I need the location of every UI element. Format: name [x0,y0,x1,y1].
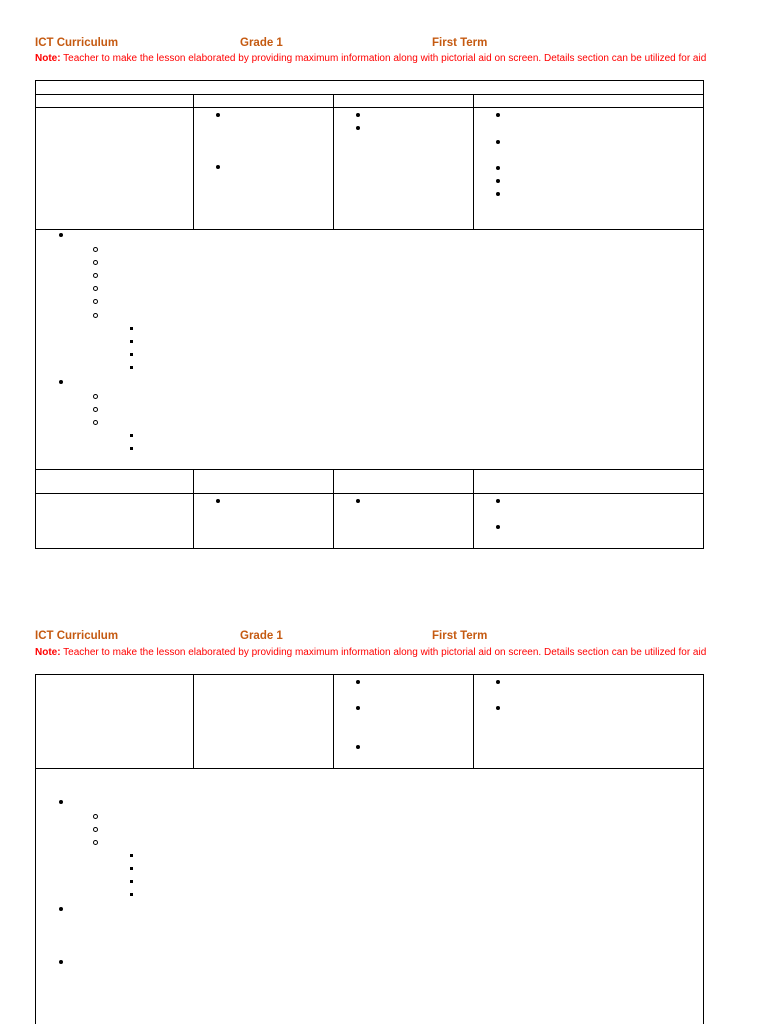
bullet [496,680,500,684]
bullet [216,113,220,117]
bullet [496,525,500,529]
table-rule [35,768,704,769]
column-divider [473,674,474,769]
bullet [59,800,63,804]
bullet [216,165,220,169]
bullet [59,907,63,911]
sub-sub-bullet [130,854,133,857]
sub-bullet [93,286,98,291]
table-border-right [703,674,704,1024]
sub-sub-bullet [130,353,133,356]
table-rule [35,229,704,230]
note-label: Note: [35,647,61,658]
bullet [356,126,360,130]
table-border-bottom [35,548,704,549]
table-rule [35,469,704,470]
sub-bullet [93,394,98,399]
bullet [496,166,500,170]
note-text: Teacher to make the lesson elaborated by providing maximum information along with pictorial aid on screen. Details section can be utilized for aid [60,53,707,64]
bullet [59,233,63,237]
bullet [496,140,500,144]
bullet [356,680,360,684]
sub-bullet [93,814,98,819]
sub-bullet [93,313,98,318]
sub-sub-bullet [130,327,133,330]
bullet [496,499,500,503]
column-divider [193,674,194,769]
sub-sub-bullet [130,880,133,883]
teacher-note [35,53,725,65]
column-divider [473,94,474,230]
sub-sub-bullet [130,340,133,343]
sub-bullet [93,260,98,265]
sub-bullet [93,273,98,278]
column-divider [333,469,334,549]
note-text: Teacher to make the lesson elaborated by providing maximum information along with pictorial aid on screen. Details section can be utilized for aid [60,647,707,658]
bullet [59,960,63,964]
table-border-top [35,674,704,675]
bullet [496,179,500,183]
table-rule [35,94,704,95]
bullet [356,499,360,503]
grade-label: Grade 1 [240,630,283,642]
sub-bullet [93,407,98,412]
sub-sub-bullet [130,893,133,896]
bullet [496,192,500,196]
sub-sub-bullet [130,434,133,437]
column-divider [193,94,194,230]
table-border-left [35,80,36,549]
column-divider [333,674,334,769]
sub-bullet [93,299,98,304]
table-border-left [35,674,36,1024]
grade-label: Grade 1 [240,37,283,49]
column-divider [333,94,334,230]
sub-sub-bullet [130,447,133,450]
term-label: First Term [432,37,488,49]
sub-bullet [93,247,98,252]
bullet [496,706,500,710]
bullet [356,706,360,710]
sub-bullet [93,420,98,425]
column-divider [473,469,474,549]
bullet [216,499,220,503]
column-divider [193,469,194,549]
bullet [496,113,500,117]
table-rule [35,107,704,108]
bullet [59,380,63,384]
term-label: First Term [432,630,488,642]
table-rule [35,493,704,494]
subject-title: ICT Curriculum [35,37,119,49]
sub-sub-bullet [130,867,133,870]
subject-title: ICT Curriculum [35,630,119,642]
sub-bullet [93,827,98,832]
table-border-right [703,80,704,549]
table-border-top [35,80,704,81]
sub-sub-bullet [130,366,133,369]
bullet [356,113,360,117]
teacher-note [35,647,725,659]
note-label: Note: [35,53,61,64]
sub-bullet [93,840,98,845]
bullet [356,745,360,749]
